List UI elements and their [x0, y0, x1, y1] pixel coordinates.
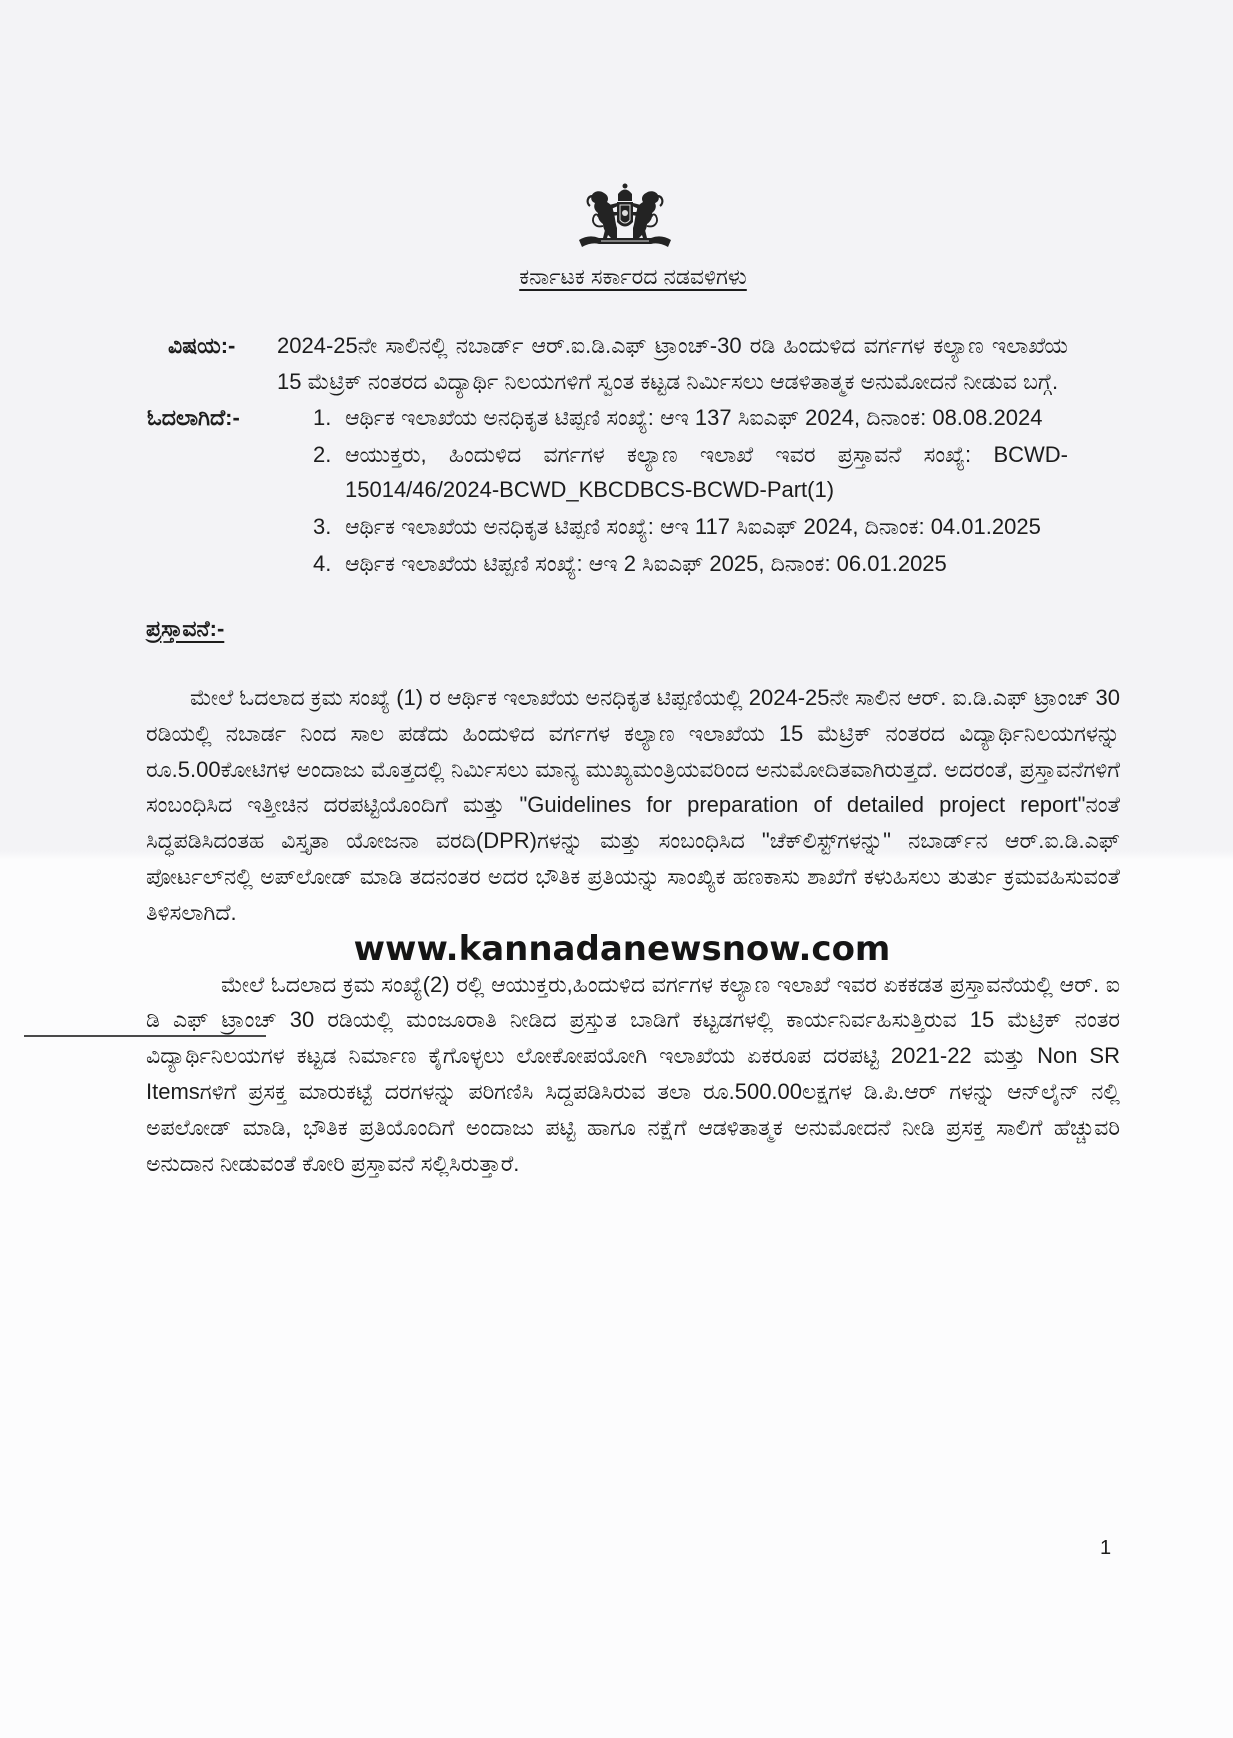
reference-number: 2.	[313, 442, 332, 467]
document-title: ಕರ್ನಾಟಕ ಸರ್ಕಾರದ ನಡವಳಿಗಳು	[519, 264, 747, 289]
reference-text: ಆರ್ಥಿಕ ಇಲಾಖೆಯ ಅನಧಿಕೃತ ಟಿಪ್ಪಣಿ ಸಂಖ್ಯೆ: ಆಇ 137 ಸಿಐಎಫ್ 2024, ದಿನಾಂಕ: 08.08.2024	[345, 405, 1043, 430]
page-number: 1	[1100, 1537, 1112, 1559]
reference-text: ಆಯುಕ್ತರು, ಹಿಂದುಳಿದ ವರ್ಗಗಳ ಕಲ್ಯಾಣ ಇಲಾಖೆ ಇವರ ಪ್ರಸ್ತಾವನೆ ಸಂಖ್ಯೆ: BCWD-15014/46/2024-BCWD_KBCDBCS-BCWD-Part(1)	[345, 442, 1068, 502]
reference-text: ಆರ್ಥಿಕ ಇಲಾಖೆಯ ಅನಧಿಕೃತ ಟಿಪ್ಪಣಿ ಸಂಖ್ಯೆ: ಆಇ 117 ಸಿಐಎಫ್ 2024, ದಿನಾಂಕ: 04.01.2025	[345, 514, 1041, 539]
emblem-right-beast	[631, 191, 662, 238]
reference-number: 4.	[313, 551, 332, 576]
emblem-left-beast	[588, 191, 619, 238]
subject-text: 2024-25ನೇ ಸಾಲಿನಲ್ಲಿ ನಬಾರ್ಡ್ ಆರ್.ಐ.ಡಿ.ಎಫ್ ಟ್ರಾಂಚ್-30 ರಡಿ ಹಿಂದುಳಿದ ವರ್ಗಗಳ ಕಲ್ಯಾಣ ಇಲಾಖೆಯ 15 ಮೆಟ್ರಿಕ್ ನಂತರದ ವಿದ್ಯಾರ್ಥಿ ನಿಲಯಗಳಿಗೆ ಸ್ವಂತ ಕಟ್ಟಡ ನಿರ್ಮಿಸಲು ಆಡಳಿತಾತ್ಮಕ ಅನುಮೋದನೆ ನೀಡುವ ಬಗ್ಗೆ.	[277, 333, 1068, 394]
subject-label: ವಿಷಯ:-	[168, 333, 236, 358]
reference-number: 3.	[313, 514, 332, 539]
reference-item	[313, 509, 1068, 544]
references-list	[313, 400, 1068, 581]
document-body	[146, 259, 1120, 1181]
preamble-paragraph-1: ಮೇಲೆ ಓದಲಾದ ಕ್ರಮ ಸಂಖ್ಯೆ (1) ರ ಆರ್ಥಿಕ ಇಲಾಖೆಯ ಅನಧಿಕೃತ ಟಿಪ್ಪಣಿಯಲ್ಲಿ 2024-25ನೇ ಸಾಲಿನ ಆರ್. ಐ.ಡಿ.ಎಫ್ ಟ್ರಾಂಚ್ 30 ರಡಿಯಲ್ಲಿ ನಬಾರ್ಡ ನಿಂದ ಸಾಲ ಪಡೆದು ಹಿಂದುಳಿದ ವರ್ಗಗಳ ಕಲ್ಯಾಣ ಇಲಾಖೆಯ 15 ಮೆಟ್ರಿಕ್ ನಂತರದ ವಿದ್ಯಾರ್ಥಿನಿಲಯಗಳನ್ನು ರೂ.5.00ಕೋಟಿಗಳ ಅಂದಾಜು ಮೊತ್ತದಲ್ಲಿ ನಿರ್ಮಿಸಲು ಮಾನ್ಯ ಮುಖ್ಯಮಂತ್ರಿಯವರಿಂದ ಅನುಮೋದಿತವಾಗಿರುತ್ತದೆ. ಅದರಂತೆ, ಪ್ರಸ್ತಾವನೆಗಳಿಗೆ ಸಂಬಂಧಿಸಿದ ಇತ್ತೀಚಿನ ದರಪಟ್ಟಿಯೊಂದಿಗೆ ಮತ್ತು "Guidelines for preparation of detailed project report"ನಂತೆ ಸಿದ್ಧಪಡಿಸಿದಂತಹ ವಿಸ್ತೃತಾ ಯೋಜನಾ ವರದಿ(DPR)ಗಳನ್ನು ಮತ್ತು ಸಂಬಂಧಿಸಿದ "ಚೆಕ್‌ಲಿಸ್ಟ್‌ಗಳನ್ನು" ನಬಾರ್ಡ್‌ನ ಆರ್.ಐ.ಡಿ.ಎಫ್ ಪೋರ್ಟಲ್‌ನಲ್ಲಿ ಅಪ್‌ಲೋಡ್ ಮಾಡಿ ತದನಂತರ ಅದರ ಭೌತಿಕ ಪ್ರತಿಯನ್ನು ಸಾಂಖ್ಯಿಕ ಹಣಕಾಸು ಶಾಖೆಗೆ ಕಳುಹಿಸಲು ತುರ್ತು ಕ್ರಮವಹಿಸುವಂತೆ ತಿಳಿಸಲಾಗಿದೆ.	[146, 685, 1120, 925]
reference-item	[313, 400, 1068, 435]
karnataka-state-emblem-icon	[573, 182, 677, 252]
reference-text: ಆರ್ಥಿಕ ಇಲಾಖೆಯ ಟಿಪ್ಪಣಿ ಸಂಖ್ಯೆ: ಆಇ 2 ಸಿಐಎಫ್ 2025, ದಿನಾಂಕ: 06.01.2025	[345, 551, 947, 576]
references-label: ಓದಲಾಗಿದೆ:-	[147, 405, 240, 430]
reference-item	[313, 437, 1068, 507]
preamble-heading: ಪ್ರಸ್ತಾವನೆ:-	[146, 616, 225, 641]
subject-section	[146, 328, 1120, 400]
preamble-paragraph-2: ಮೇಲೆ ಓದಲಾದ ಕ್ರಮ ಸಂಖ್ಯೆ(2) ರಲ್ಲಿ ಆಯುಕ್ತರು,ಹಿಂದುಳಿದ ವರ್ಗಗಳ ಕಲ್ಯಾಣ ಇಲಾಖೆ ಇವರ ಏಕಕಡತ ಪ್ರಸ್ತಾವನೆಯಲ್ಲಿ ಆರ್. ಐ ಡಿ ಎಫ್ ಟ್ರಾಂಚ್ 30 ರಡಿಯಲ್ಲಿ ಮಂಜೂರಾತಿ ನೀಡಿದ ಪ್ರಸ್ತುತ ಬಾಡಿಗೆ ಕಟ್ಟಡಗಳಲ್ಲಿ ಕಾರ್ಯನಿರ್ವಹಿಸುತ್ತಿರುವ 15 ಮೆಟ್ರಿಕ್ ನಂತರ ವಿದ್ಯಾರ್ಥಿನಿಲಯಗಳ ಕಟ್ಟಡ ನಿರ್ಮಾಣ ಕೈಗೊಳ್ಳಲು ಲೋಕೋಪಯೋಗಿ ಇಲಾಖೆಯ ಏಕರೂಪ ದರಪಟ್ಟಿ 2021-22 ಮತ್ತು Non SR Itemsಗಳಿಗೆ ಪ್ರಸಕ್ತ ಮಾರುಕಟ್ಟೆ ದರಗಳನ್ನು ಪರಿಗಣಿಸಿ ಸಿದ್ದಪಡಿಸಿರುವ ತಲಾ ರೂ.500.00ಲಕ್ಷಗಳ ಡಿ.ಪಿ.ಆರ್ ಗಳನ್ನು ಆನ್‌ಲೈನ್ ನಲ್ಲಿ ಅಪಲೋಡ್ ಮಾಡಿ, ಭೌತಿಕ ಪ್ರತಿಯೊಂದಿಗೆ ಅಂದಾಜು ಪಟ್ಟಿ ಹಾಗೂ ನಕ್ಷೆಗೆ ಆಡಳಿತಾತ್ಮಕ ಅನುಮೋದನೆ ನೀಡಿ ಪ್ರಸಕ್ತ ಸಾಲಿಗೆ ಹೆಚ್ಚುವರಿ ಅನುದಾನ ನೀಡುವಂತೆ ಕೋರಿ ಪ್ರಸ್ತಾವನೆ ಸಲ್ಲಿಸಿರುತ್ತಾರೆ.	[146, 971, 1120, 1176]
website-watermark: www.kannadanewsnow.com	[353, 928, 891, 969]
references-section	[146, 400, 1120, 581]
reference-number: 1.	[313, 405, 332, 430]
reference-item	[313, 546, 1068, 581]
